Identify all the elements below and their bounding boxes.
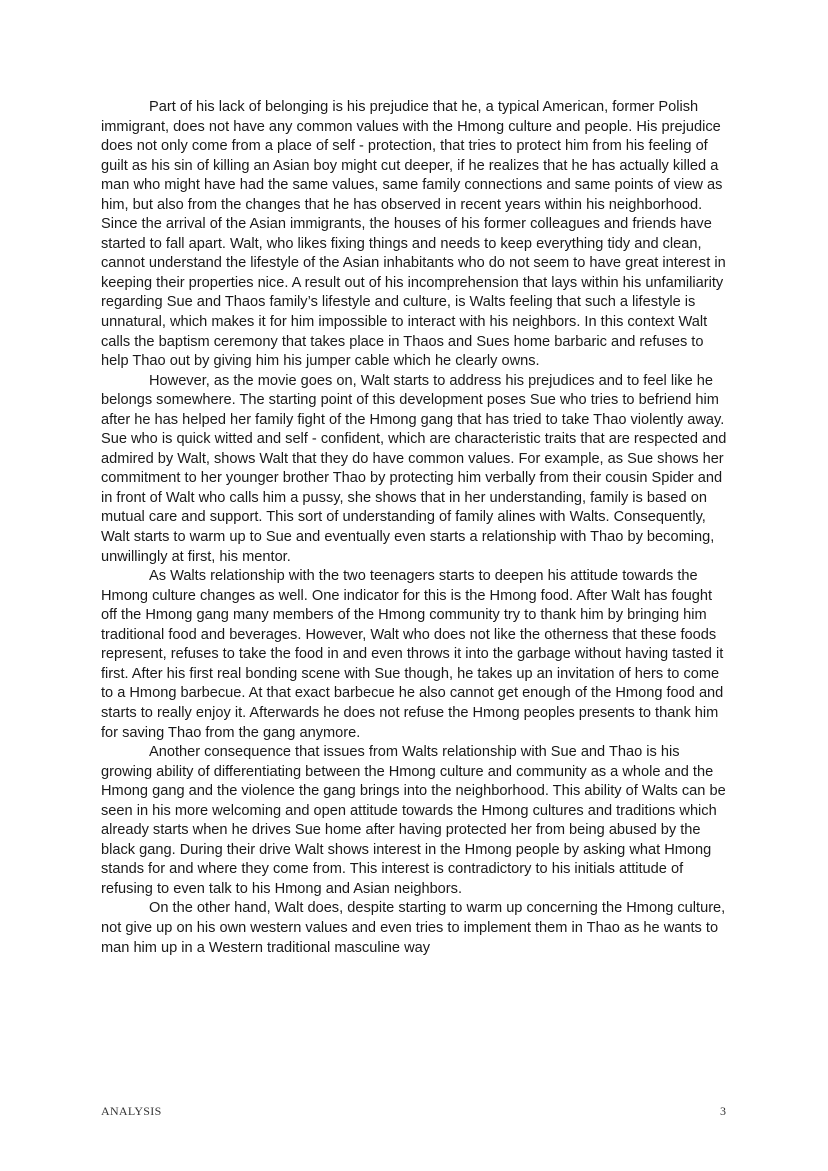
- page-number: 3: [720, 1104, 727, 1118]
- body-text: [101, 98, 729, 958]
- paragraph-2: However, as the movie goes on, Walt starts to address his prejudices and to feel like he belongs somewhere. The starting point of this development poses Sue who tries to befriend him after he has helped her family fight of the Hmong gang that has tried to take Thao violently away. Sue who is quick witted and self - confident, which are characteristic traits that are respected and admired by Walt, shows Walt that they do have common values. For example, as Sue shows her commitment to her younger brother Thao by protecting him verbally from their cousin Spider and in front of Walt who calls him a pussy, she shows that in her understanding, family is based on mutual care and support. This sort of understanding of family alines with Walts. Consequently, Walt starts to warm up to Sue and eventually even starts a relationship with Thao by becoming, unwillingly at first, his mentor.: [101, 372, 727, 565]
- running-head: ANALYSIS: [101, 1104, 162, 1118]
- paragraph-5: On the other hand, Walt does, despite starting to warm up concerning the Hmong culture, not give up on his own western values and even tries to implement them in Thao as he wants to man him up in a Western traditional masculine way: [101, 900, 726, 956]
- paragraph-4: Another consequence that issues from Walts relationship with Sue and Thao is his growing ability of differentiating between the Hmong culture and community as a whole and the Hmong gang and the violence the gang brings into the neighborhood. This ability of Walts can be seen in his more welcoming and open attitude towards the Hmong cultures and traditions which already starts when he drives Sue home after having protected her from being abused by the black gang. During their drive Walt shows interest in the Hmong people by asking what Hmong stands for and where they come from. This interest is contradictory to his initials attitude of refusing to even talk to his Hmong and Asian neighbors.: [101, 744, 726, 897]
- paragraph-1: Part of his lack of belonging is his prejudice that he, a typical American, former Polish immigrant, does not have any common values with the Hmong culture and people. His prejudice does not only come from a place of self - protection, that tries to protect him from his feeling of guilt as his sin of killing an Asian boy might cut deeper, if he realizes that he has actually killed a man who might have had the same values, same family connections and same points of view as him, but also from the changes that he has observed in recent years within his neighborhood. Since the arrival of the Asian immigrants, the houses of his former colleagues and friends have started to fall apart. Walt, who likes fixing things and needs to keep everything tidy and clean, cannot understand the lifestyle of the Asian inhabitants who do not seem to have great interest in keeping their properties nice. A result out of his incomprehension that lays within his unfamiliarity regarding Sue and Thaos family’s lifestyle and culture, is Walts feeling that such a lifestyle is unnatural, which makes it for him impossible to interact with his neighbors. In this context Walt calls the baptism ceremony that takes place in Thaos and Sues home barbaric and refuses to help Thao out by giving him his jumper cable which he clearly owns.: [101, 99, 726, 370]
- paragraph-3: As Walts relationship with the two teenagers starts to deepen his attitude towards the Hmong culture changes as well. One indicator for this is the Hmong food. After Walt has fought off the Hmong gang many members of the Hmong community try to thank him by bringing him traditional food and beverages. However, Walt who does not like the otherness that these foods represent, refuses to take the food in and even throws it into the garbage without having tasted it first. After his first real bonding scene with Sue though, he takes up an invitation of hers to come to a Hmong barbecue. At that exact barbecue he also cannot get enough of the Hmong food and starts to really enjoy it. Afterwards he does not refuse the Hmong peoples presents to thank him for saving Thao from the gang anymore.: [101, 568, 724, 741]
